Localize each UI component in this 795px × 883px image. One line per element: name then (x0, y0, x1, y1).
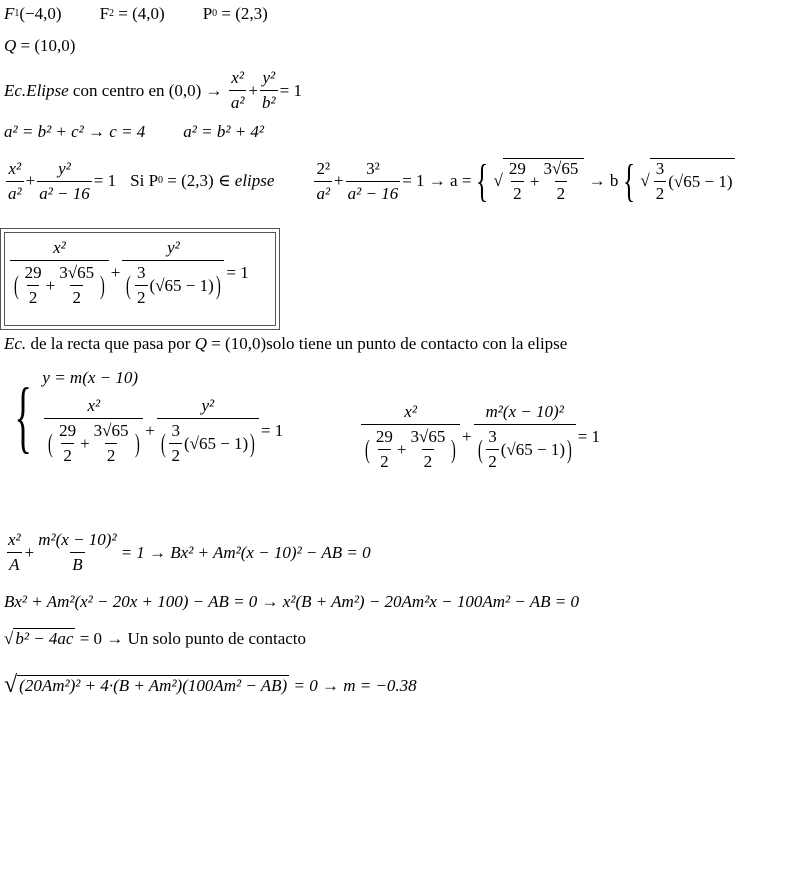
line-boxed-equation: x² ( 29 2 + $\frac{3√65}{2}$ ) + y² ( 3 2 (√65 − 1) ) = 1 (8, 238, 249, 308)
line-ellipse-eq: Ec.Elipse con centro en (0,0) → x² a² + $\frac{\text{y²}}{\text{b²}}$ = 1 (4, 68, 302, 112)
line-general-form: x² A + $\frac{\text{m²(x − 10)²}}{B}$ = 1 → Bx² + Am²(x − 10)² − AB = 0 (8, 530, 371, 574)
line-system: { y = m(x − 10) x² ( 29 2 + $\frac{3√65}{2}$ ) + y² ( 3 2 (√65 − 1) ) = 1 x² ( 29 2 + $\frac{3√65}{2}$ ) + m²(x − 10)² ( 3 2 (√65 − 1) ) = 1 (14, 368, 601, 471)
line-tangent-statement: Ec. de la recta que pasa por Q = (10,0)solo tiene un punto de contacto con la elipse (4, 334, 568, 353)
line-point-q: Q = (10,0) (4, 36, 76, 55)
line-foci: F 1 (−4,0) F 2 = (4,0) P 0 = (2,3) (4, 4, 268, 23)
line-substitution: x² a² + $\frac{\text{y²}}{\text{a² − 16}}$ = 1 Si P 0 = (2,3) ∈ elipse 2² a² + $\frac{\text{3²}}{\text{a² − 16}}$ = 1 → a = { √ 29 2 + $\frac{3√65}{2}$ → b { √ 3 2 (√65 − 1) (4, 158, 735, 204)
line-relation: a² = b² + c² → c = 4 a² = b² + 4² (4, 122, 265, 141)
line-expanded: Bx² + Am²(x² − 20x + 100) − AB = 0 → x²(B + Am²) − 20Am²x − 100Am² − AB = 0 (4, 592, 579, 611)
line-result: √ (20Am²)² + 4·(B + Am²)(100Am² − AB) = 0 → m = −0.38 (4, 672, 417, 699)
line-discriminant: √ b² − 4ac = 0 → Un solo punto de contacto (4, 628, 306, 649)
